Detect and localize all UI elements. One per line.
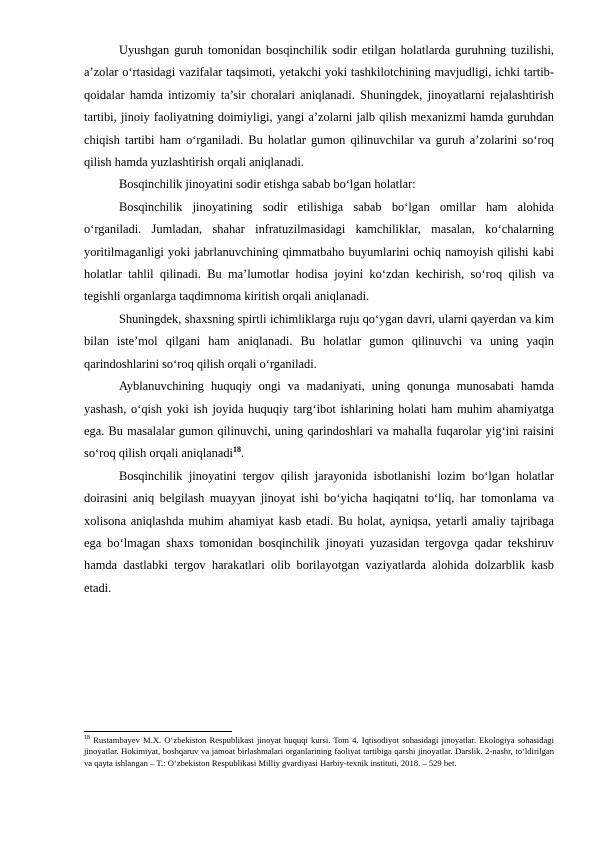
footnote-text: Rustambayev M.X. O‘zbekiston Respublikasi jinoyat huquqi kursi. Tom 4. Iqtisodiyot sohasidagi jinoyatlar. Ekologiya sohasidagi jinoyatlar. Hokimiyat, boshqaruv va jamoat birlashmalari organlarining faoliyat tartibiga qarshi jinoyatlar. Darslik. 2-nashr, to‘ldirilgan va qayta ishlangan – T.: O‘zbekiston Respublikasi Milliy gvardiyasi Harbiy-texnik instituti, 2018. – 529 bet. xyxy=(84,735,554,768)
footnote-divider xyxy=(84,731,232,732)
footnote-reference[interactable]: 18 xyxy=(233,445,242,455)
paragraph-legal-culture-end: . xyxy=(241,446,245,461)
paragraph-legal-culture xyxy=(84,375,554,465)
footnote xyxy=(84,735,554,769)
paragraph-causes-heading: Bosqinchilik jinoyatini sodir etishga sabab bo‘lgan holatlar: xyxy=(119,177,416,192)
paragraph-alcohol: Shuningdek, shaxsning spirtli ichimliklarga ruju qo‘ygan davri, ularni qayerdan va kim bilan iste’mol qilgani ham aniqlanadi. Bu holatlar gumon qilinuvchi va uning yaqin qarindoshlarini so‘roq qilish orqali o‘rganiladi. xyxy=(84,311,554,371)
document-body xyxy=(84,39,554,599)
paragraph-proof-scope: Bosqinchilik jinoyatini tergov qilish jarayonida isbotlanishi lozim bo‘lgan holatlar doirasini aniq belgilash muayyan jinoyat ishi bo‘yicha haqiqatni to‘liq, har tomonlama va xolisona aniqlashda muhim ahamiyat kasb etadi. Bu holat, ayniqsa, yetarli amaliy tajribaga ega bo‘lmagan shaxs tomonidan bosqinchilik jinoyati yuzasidan tergovga qadar tekshiruv hamda dastlabki tergov harakatlari olib borilayotgan vaziyatlarda alohida dolzarblik kasb etadi. xyxy=(84,468,554,595)
footnote-mark: 18 xyxy=(84,735,90,742)
paragraph-organized-group: Uyushgan guruh tomonidan bosqinchilik sodir etilgan holatlarda guruhning tuzilishi, a’zolar o‘rtasidagi vazifalar taqsimoti, yetakchi yoki tashkilotchining mavjudligi, ichki tartib-qoidalar hamda intizomiy ta’sir choralari aniqlanadi. Shuningdek, jinoyatlarni rejalashtirish tartibi, jinoiy faoliyatning doimiyligi, yangi a’zolarni jalb qilish mexanizmi hamda guruhdan chiqish tartibi ham o‘rganiladi. Bu holatlar gumon qilinuvchilar va guruh a’zolarini so‘roq qilish hamda yuzlashtirish orqali aniqlanadi. xyxy=(84,43,554,170)
paragraph-causes-factors: Bosqinchilik jinoyatining sodir etilishiga sabab bo‘lgan omillar ham alohida o‘rganiladi. Jumladan, shahar infratuzilmasidagi kamchiliklar, masalan, ko‘chalarning yoritilmaganligi yoki jabrlanuvchining qimmatbaho buyumlarini ochiq namoyish qilishi kabi holatlar tahlil qilinadi. Bu ma’lumotlar hodisa joyini ko‘zdan kechirish, so‘roq qilish va tegishli organlarga taqdimnoma kiritish orqali aniqlanadi. xyxy=(84,199,554,304)
paragraph-legal-culture-text: Ayblanuvchining huquqiy ongi va madaniyati, uning qonunga munosabati hamda yashash, o‘qish yoki ish joyida huquqiy targ‘ibot ishlarining holati ham muhim ahamiyatga ega. Bu masalalar gumon qilinuvchi, uning qarindoshlari va mahalla fuqarolar yig‘ini raisini so‘roq qilish orqali aniqlanadi xyxy=(84,379,554,461)
